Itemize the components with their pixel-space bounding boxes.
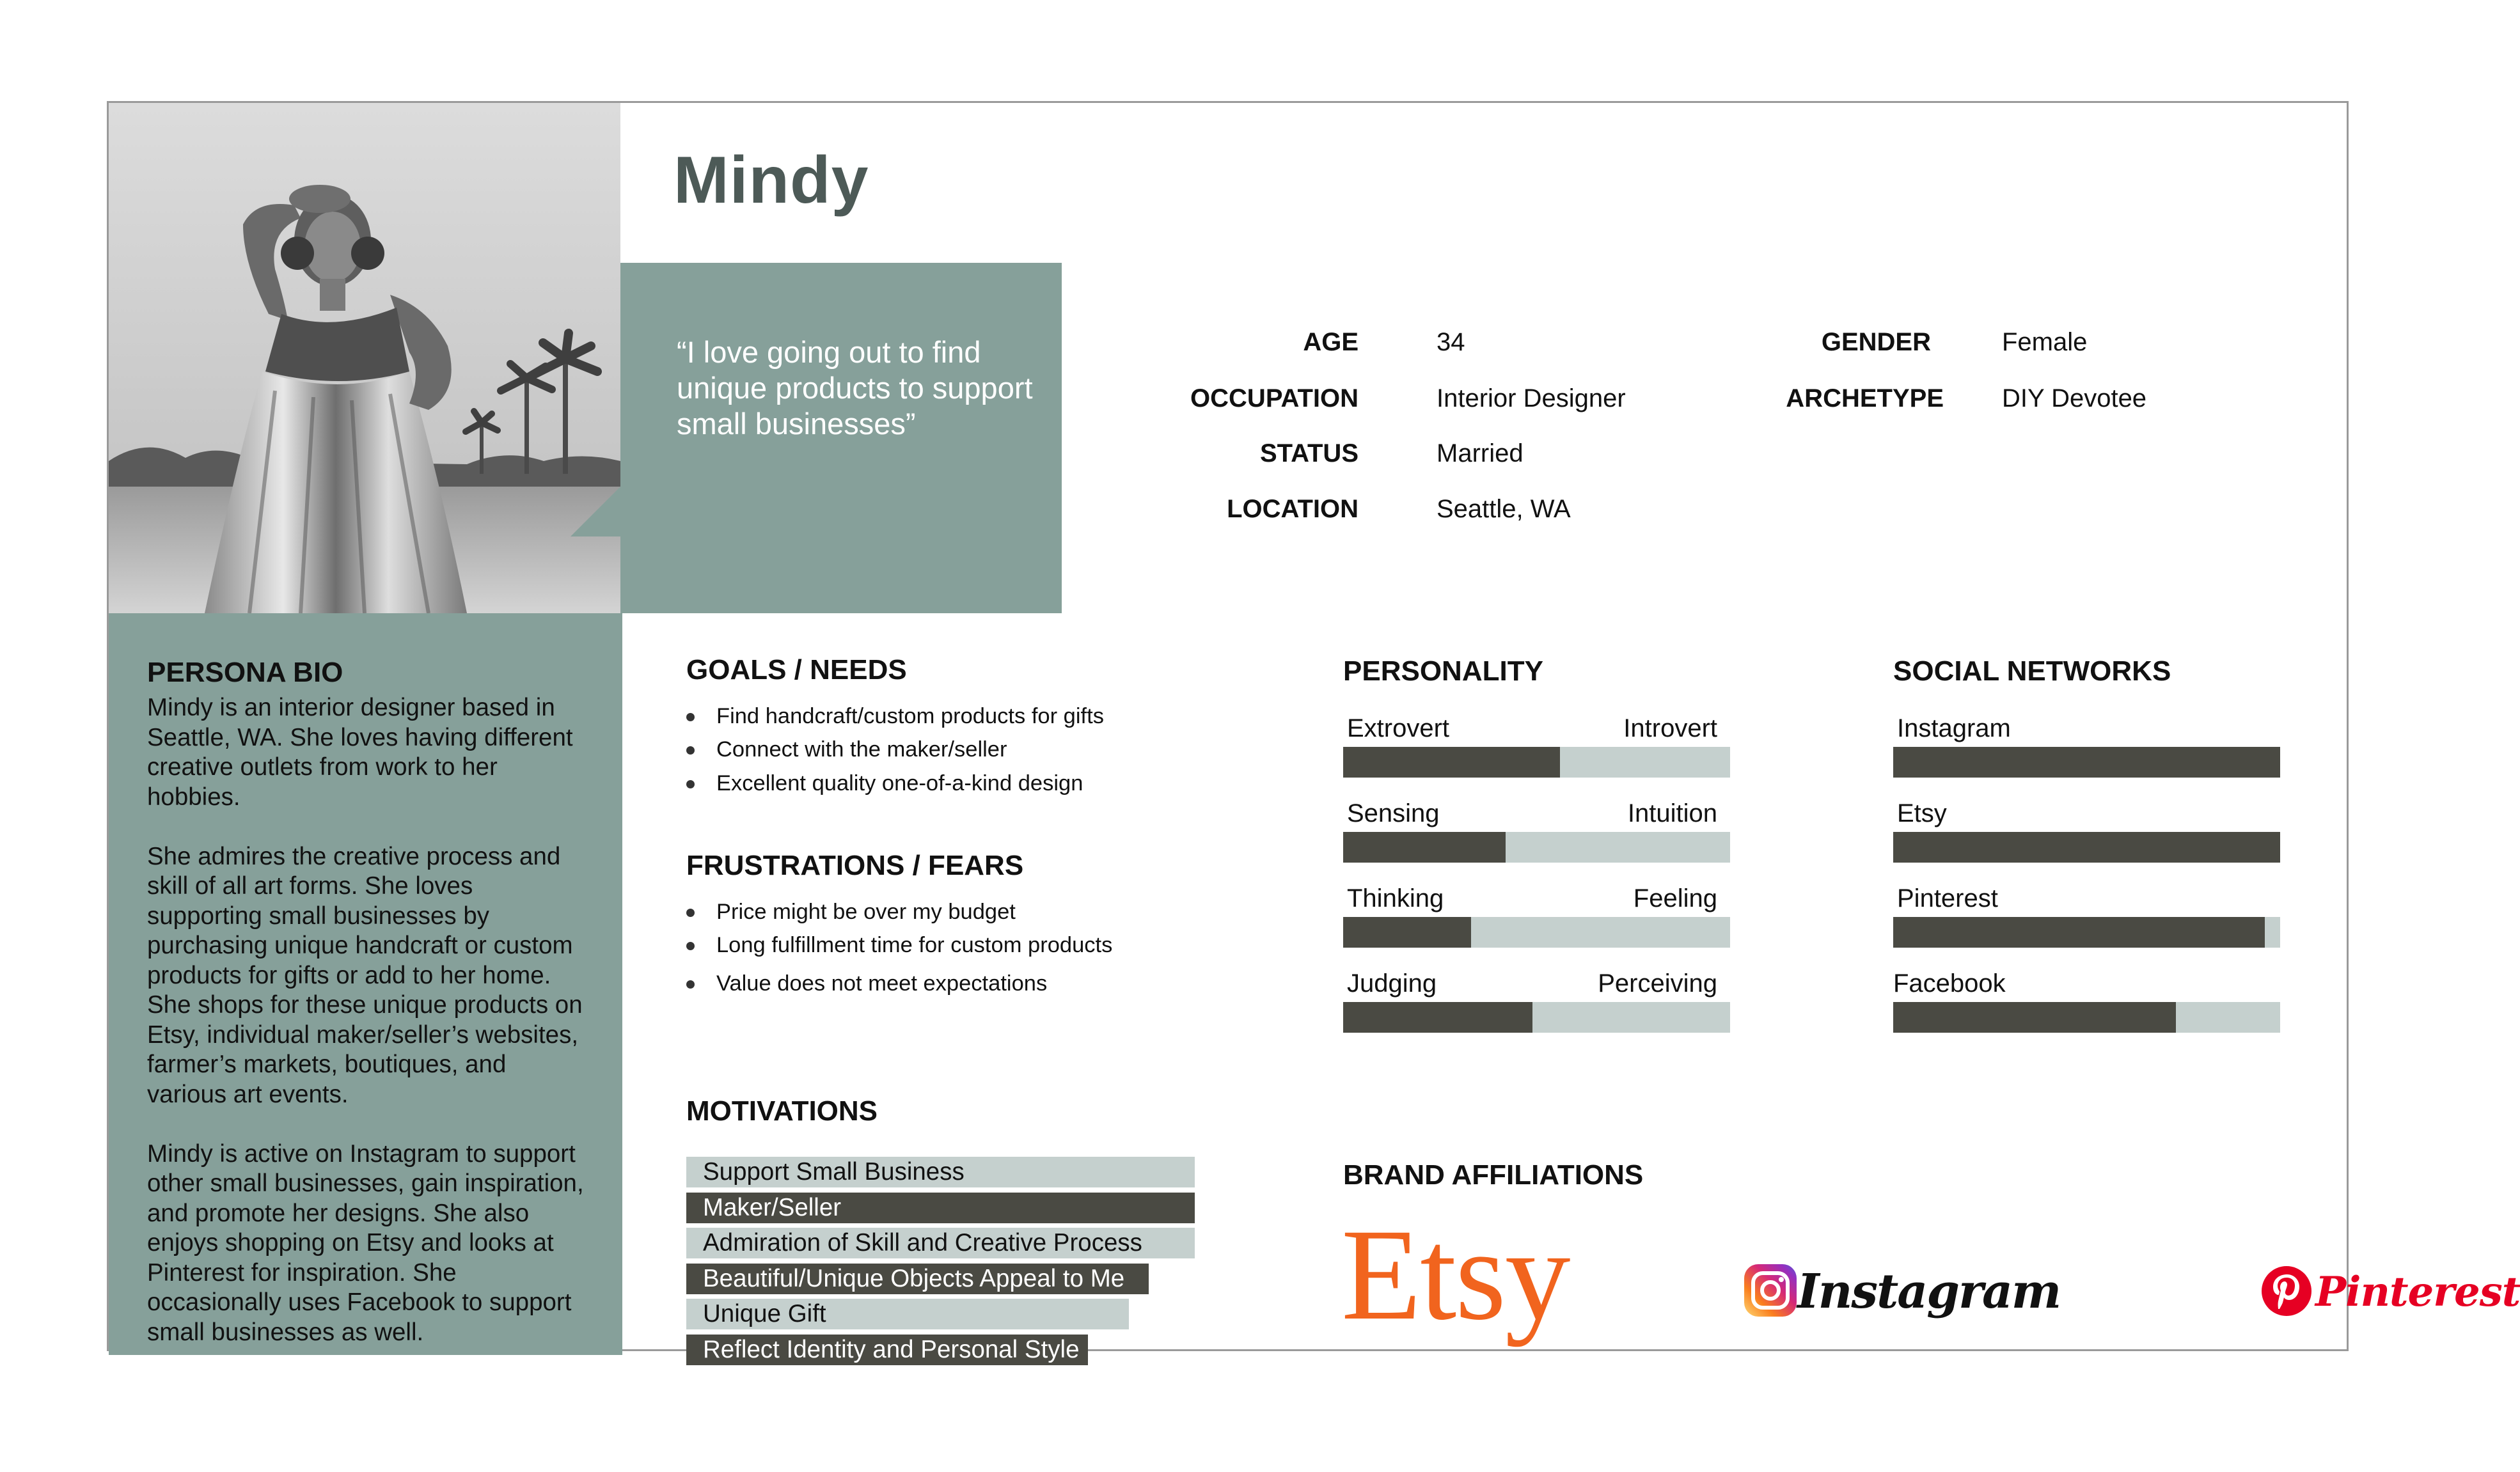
personality-title: PERSONALITY [1343,655,1543,687]
bullet-dot [686,780,695,788]
bullet-dot [686,980,695,989]
social-network-label: Pinterest [1897,884,1998,912]
personality-track [1343,1002,1730,1033]
etsy-logo: Etsy [1341,1202,1570,1347]
bio-paragraph: Mindy is an interior designer based in Seattle, WA. She loves having different creative outlets from work to her hobbies. [147,694,573,811]
social-track [1893,917,2280,948]
location-label: LOCATION [1227,495,1358,523]
frustrations-title: FRUSTRATIONS / FEARS [686,850,1024,881]
bullet-dot [686,909,695,917]
motivation-bar: Admiration of Skill and Creative Process [686,1228,1195,1258]
goal-item [716,737,1007,762]
personality-fill [1343,1002,1532,1033]
bio-title: PERSONA BIO [147,657,343,688]
motivation-bar: Unique Gift [686,1299,1129,1329]
goal-text: Find handcraft/custom products for gifts [716,704,1104,728]
social-network-label: Instagram [1897,714,2011,742]
social-network-label: Etsy [1897,799,1947,827]
personality-left-label: Thinking [1347,884,1444,912]
personality-fill [1343,832,1506,863]
instagram-wordmark: Instagram [1797,1264,2061,1319]
archetype-label: ARCHETYPE [1786,384,1944,412]
motivation-bar: Reflect Identity and Personal Style [686,1335,1088,1365]
social-track [1893,832,2280,863]
social-title: SOCIAL NETWORKS [1893,655,2171,687]
personality-fill [1343,917,1471,948]
status-value: Married [1437,439,1524,467]
frustration-item [716,971,1047,996]
bullet-dot [686,746,695,755]
social-fill [1893,747,2280,778]
motivations-title: MOTIVATIONS [686,1095,878,1127]
gender-label: GENDER [1821,328,1931,356]
brands-title: BRAND AFFILIATIONS [1343,1159,1644,1191]
motivation-bar: Support Small Business [686,1157,1195,1187]
persona-name: Mindy [673,143,869,217]
status-label: STATUS [1259,439,1358,467]
goal-text: Connect with the maker/seller [716,737,1007,762]
personality-track [1343,832,1730,863]
gender-value: Female [2002,328,2088,356]
persona-card [107,101,2520,1363]
social-track [1893,1002,2280,1033]
personality-right-label: Introvert [1623,714,1717,742]
location-value: Seattle, WA [1437,495,1571,523]
social-fill [1893,917,2265,948]
frustration-text: Value does not meet expectations [716,971,1048,996]
social-track [1893,747,2280,778]
persona-photo-image [109,103,620,613]
persona-quote: “I love going out to find unique products to support small businesses” [677,335,1033,441]
personality-left-label: Extrovert [1347,714,1450,742]
frustration-text: Price might be over my budget [716,900,1016,924]
social-network-label: Facebook [1893,969,2006,998]
persona-photo [109,103,620,613]
social-fill [1893,1002,2176,1033]
pinterest-wordmark: Pinterest [2315,1268,2520,1316]
archetype-value: DIY Devotee [2002,384,2147,412]
frustration-text: Long fulfillment time for custom products [716,933,1113,957]
frustration-item [716,933,1112,958]
quote-tail [571,485,622,536]
goal-text: Excellent quality one-of-a-kind design [716,771,1083,795]
goal-item [716,771,1083,796]
bio-paragraph: She admires the creative process and skill of all art forms. She loves supporting small businesses by purchasing unique handcraft or custom products for gifts or add to her home. She shops for these unique products on Etsy, individual maker/seller’s websites, farmer’s markets, boutiques, and various art events. [147,842,583,1108]
age-value: 34 [1437,328,1465,356]
goals-title: GOALS / NEEDS [686,654,907,685]
motivation-bar: Maker/Seller [686,1193,1195,1223]
personality-track [1343,747,1730,778]
bio-paragraph: Mindy is active on Instagram to support other small businesses, gain inspiration, and promote her designs. She also enjoys shopping on Etsy and looks at Pinterest for inspiration. She occasionally uses Facebook to support small businesses as well. [147,1139,584,1346]
bullet-dot [686,713,695,721]
personality-right-label: Intuition [1627,799,1717,827]
personality-left-label: Judging [1347,969,1437,998]
occupation-label: OCCUPATION [1190,384,1358,412]
age-label: AGE [1303,328,1358,356]
frustration-item [716,900,1016,925]
personality-track [1343,917,1730,948]
occupation-value: Interior Designer [1437,384,1626,412]
personality-left-label: Sensing [1347,799,1440,827]
personality-right-label: Feeling [1633,884,1717,912]
pinterest-icon [2261,1265,2312,1317]
goal-item [716,704,1104,729]
personality-right-label: Perceiving [1598,969,1717,998]
bio-text [147,693,588,1377]
motivation-bar: Beautiful/Unique Objects Appeal to Me [686,1264,1149,1294]
social-fill [1893,832,2280,863]
instagram-icon [1743,1263,1798,1318]
bullet-dot [686,942,695,950]
personality-fill [1343,747,1560,778]
